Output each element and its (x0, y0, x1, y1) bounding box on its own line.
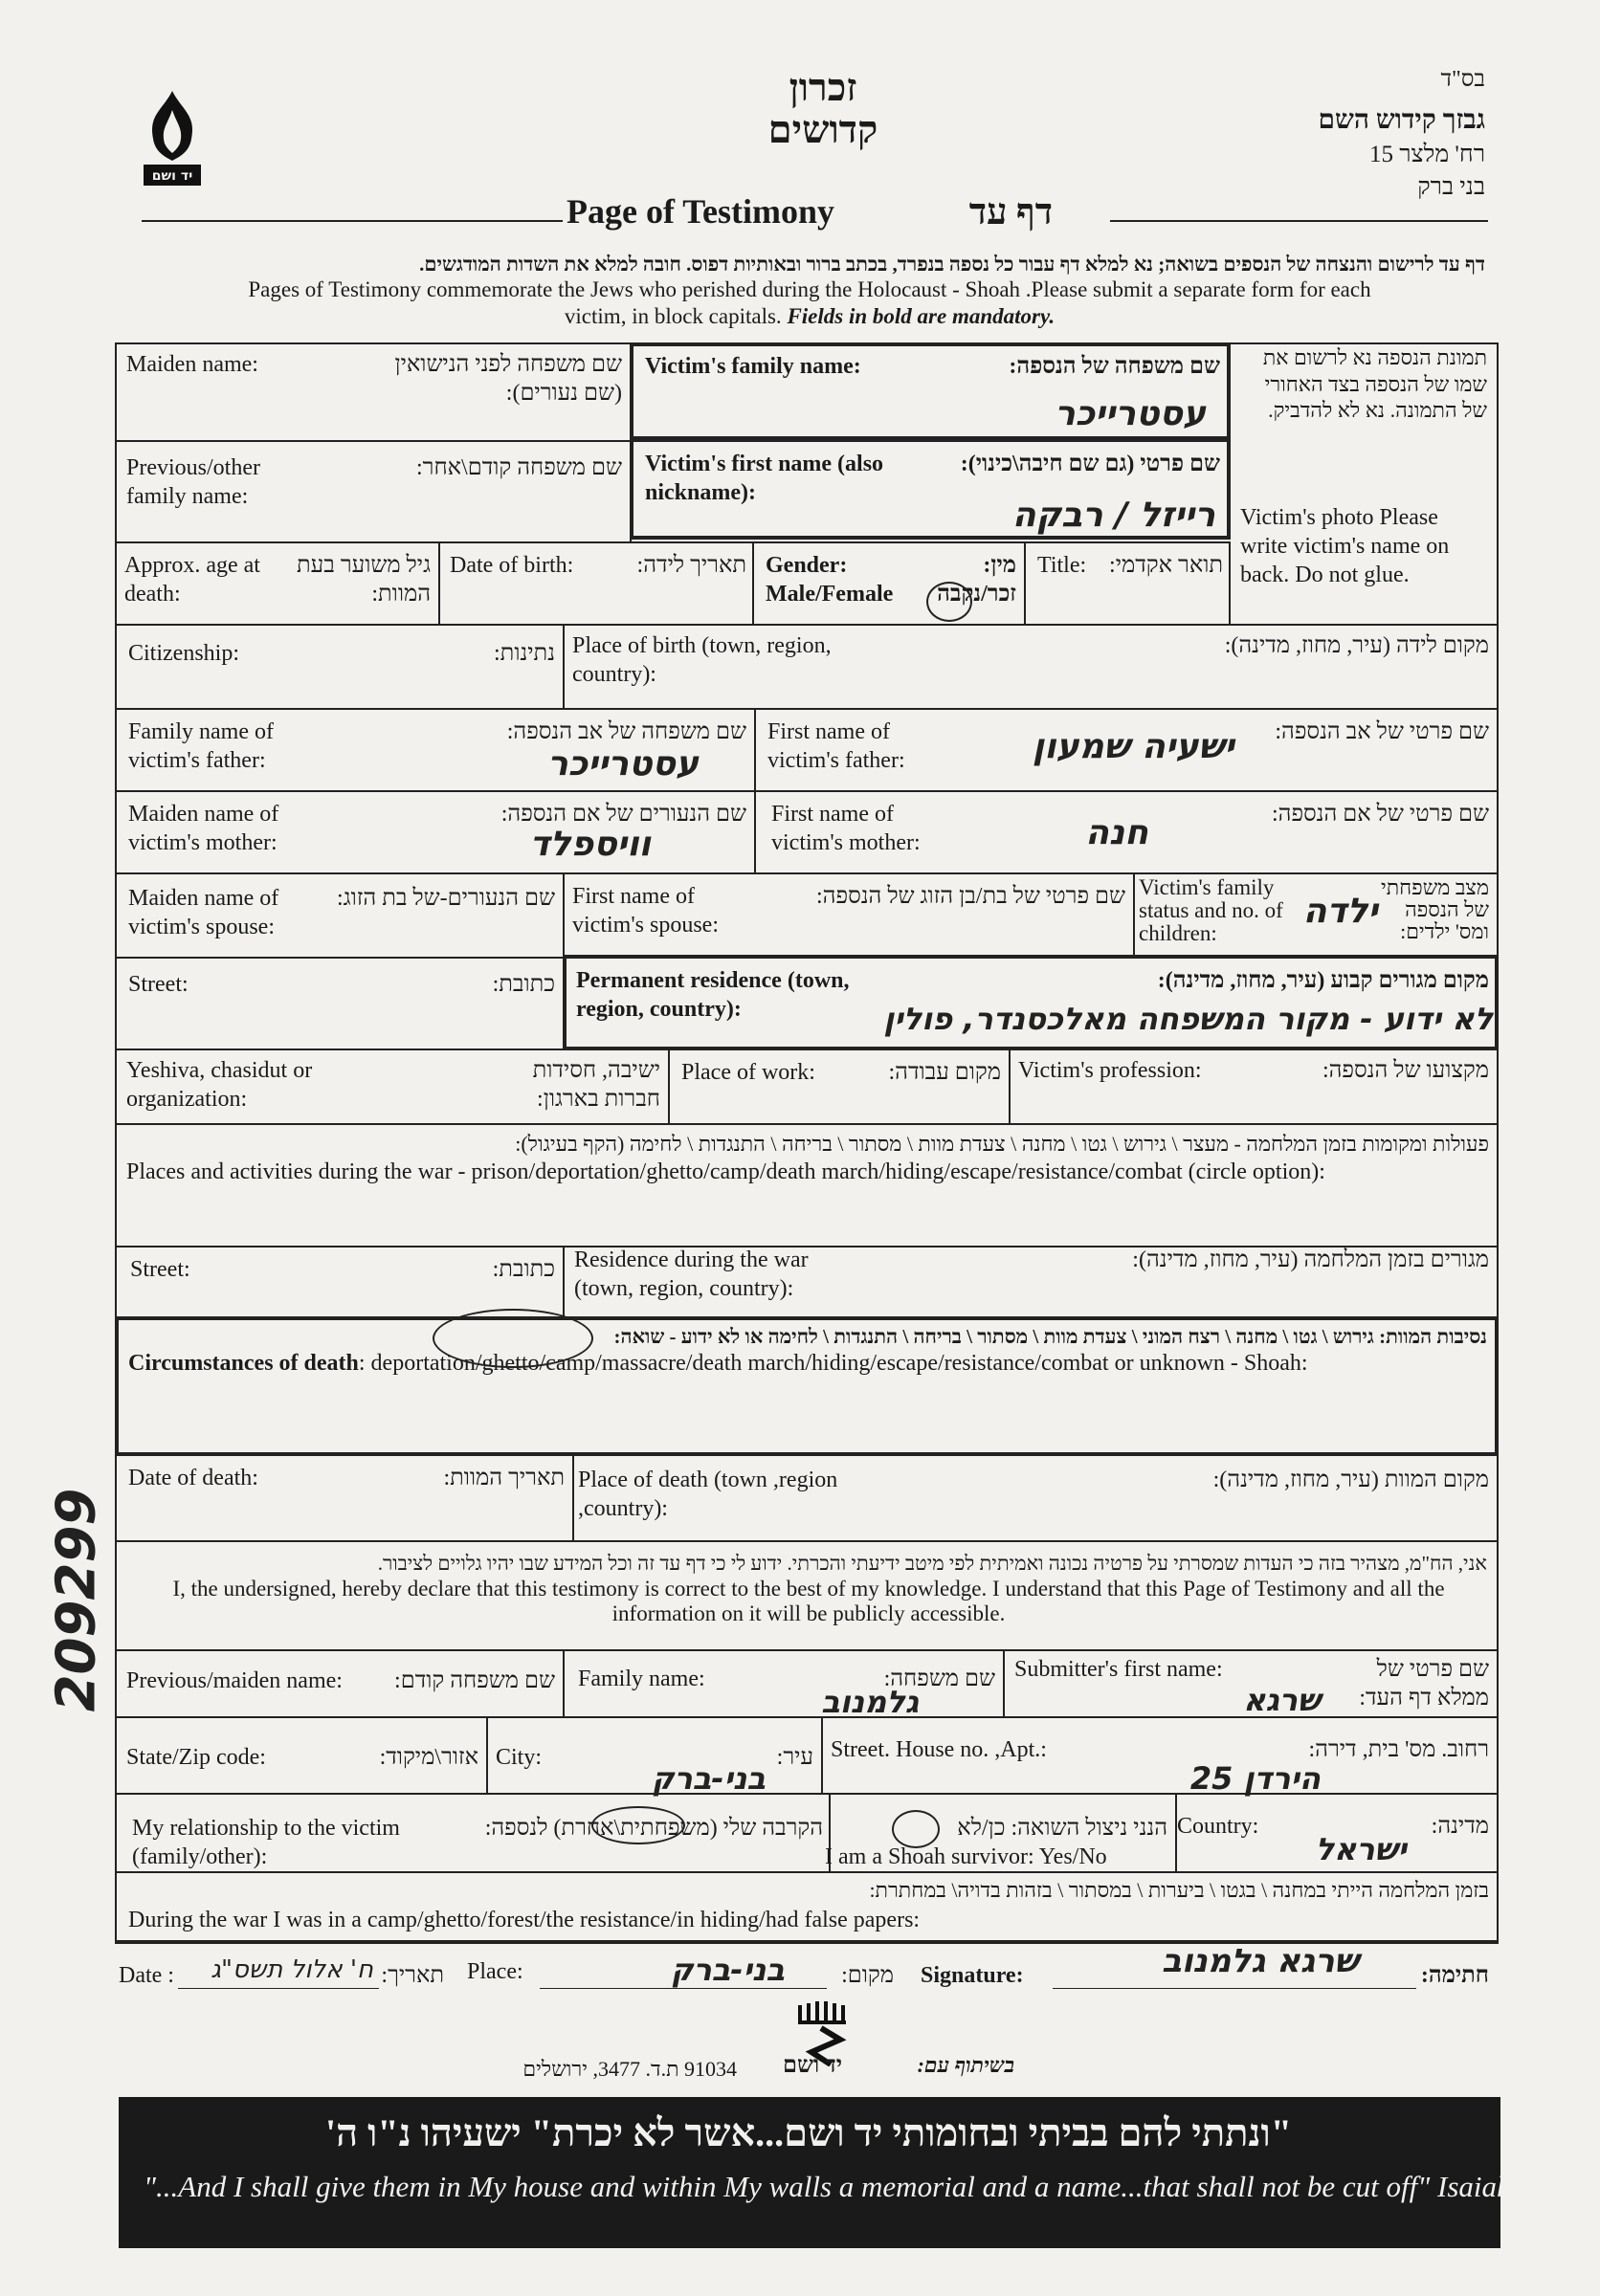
logo-caption: יד ושם (151, 168, 193, 184)
intro-en-1: Pages of Testimony commemorate the Jews who perished during the Holocaust - Shoah .Please submit a separate form for each (248, 277, 1371, 301)
place-value: בני-ברק (670, 1952, 785, 1988)
photo-he: תמונת הנספה נא לרשום את שמו של הנספה בצד האחורי של התמונה. נא לא להדביק. (1262, 345, 1487, 422)
father-fam-label-he: שם משפחה של אב הנספה: (506, 719, 746, 744)
gender-label-en: Gender: Male/Female (766, 553, 894, 607)
maiden-label-en: Maiden name: (126, 352, 258, 377)
spouse-first-label-en: First name of victim's spouse: (572, 884, 719, 938)
circ-label-en-bold: Circumstances of death (128, 1351, 359, 1376)
declaration-en: I, the undersigned, hereby declare that this testimony is correct to the best of my knowledge. I understand that this Page of Testimony and all the information on it will be publicly accessible. (172, 1577, 1445, 1626)
family-status-value: ילדה (1302, 892, 1378, 931)
quote-he: "ונתתי להם בביתי ובחומותי יד ושם...אשר לא יכרת" ישעיהו נ"ו ה' (325, 2111, 1292, 2154)
father-first-label-he: שם פרטי של אב הנספה: (1275, 719, 1489, 744)
place-label-en: Place: (467, 1959, 523, 1984)
sub-first-label-he: שם פרטי של ממלא דף העד: (1359, 1657, 1489, 1711)
sub-during-label-he: בזמן המלחמה הייתי במחנה \ בגטו \ ביערות \ במסתור \ בזהות בדויה\ במחתרת: (869, 1878, 1489, 1902)
first-value: רייזל / רבקה (1011, 496, 1215, 535)
date-label-en: Date : (119, 1963, 174, 1988)
gender-label-he: מין: זכר/נקבה (937, 553, 1016, 607)
intro-en-2 (134, 304, 1485, 329)
quote-en: "...And I shall give them in My house and within My walls a memorial and a name...that shall not be cut off" Isaiah 56:5 (144, 2170, 1574, 2203)
header-title-he-2: קדושים (767, 108, 878, 151)
circ-unknown-circle (433, 1309, 593, 1368)
mother-maiden-label-en: Maiden name of victim's mother: (128, 802, 279, 855)
sub-prev-label-he: שם משפחה קודם: (394, 1668, 555, 1693)
father-fam-label-en: Family name of victim's father: (128, 719, 274, 773)
sub-fam-label-en: Family name: (578, 1667, 705, 1691)
pod-label-en: Place of death (town ,region ,country): (578, 1468, 838, 1521)
sub-city-label-en: City: (496, 1745, 543, 1770)
yeshiva-label-he: ישיבה, חסידות חברות בארגון: (532, 1058, 660, 1112)
place-label-he: מקום: (841, 1963, 894, 1988)
perm-value: לא ידוע - מקור המשפחה מאלכסנדר, פולין (883, 1001, 1493, 1037)
perm-label-en: Permanent residence (town, region, country): (576, 968, 850, 1022)
sub-street-value: הירדן 25 (1189, 1760, 1321, 1797)
margin-number: 209299 (45, 1488, 108, 1712)
page-title-he: דף עד (968, 192, 1053, 232)
perm-label-he: מקום מגורים קבוע (עיר, מחוז, מדינה): (1157, 968, 1489, 993)
place-line (540, 1988, 827, 1989)
family-value: עסטרייכר (1055, 394, 1206, 433)
dob-label-he: תאריך לידה: (636, 553, 746, 578)
war-label-en: Places and activities during the war - prison/deportation/ghetto/camp/death march/hiding/escape/resistance/combat (circle option): (126, 1159, 1325, 1184)
declaration-he: אני, הח"מ, מצהיר בזה כי העדות שמסרתי על פרטיה נכונה ואמיתית לפי מיטב ידיעתי והכרתי. ידוע לי כי דף עד זה וכל המידע שבו יהיו גלויים לציבור. (377, 1552, 1487, 1575)
sub-city-value: בני-ברק (651, 1760, 766, 1797)
mother-first-label-he: שם פרטי של אם הנספה: (1271, 802, 1489, 827)
age-label-he: גיל משוער בעת המוות: (297, 553, 431, 607)
sub-country-value: ישראל (1315, 1831, 1407, 1867)
street-label-en: Street: (128, 972, 189, 997)
sub-first-label-en: Submitter's first name: (1014, 1657, 1223, 1682)
org-city: בני ברק (1417, 174, 1485, 200)
sub-rel-family-circle (591, 1806, 685, 1844)
work-label-he: מקום עבודה: (888, 1060, 1001, 1085)
sub-fam-label-he: שם משפחה: (883, 1667, 995, 1691)
circ-label-he: נסיבות המוות: גירוש \ גטו \ מחנה \ רצח המוני \ צעדת מוות \ מסתור \ בריחה \ התנגדות \ לחימה או לא ידוע - שואה: (613, 1325, 1487, 1348)
war-label-he: פעולות ומקומות בזמן המלחמה - מעצר \ גירוש \ גטו \ מחנה \ צעדת מוות \ מסתור \ בריחה \ התנגדות \ לחימה (הקף בעיגול): (515, 1132, 1489, 1156)
date-label-he: תאריך: (381, 1963, 444, 1988)
dod-label-en: Date of death: (128, 1466, 258, 1490)
title-label-he: תואר אקדמי: (1109, 553, 1223, 578)
spouse-first-label-he: שם פרטי של בת/בן הזוג של הנספה: (816, 884, 1125, 909)
spouse-maiden-label-he: שם הנעורים-של בת הזוג: (337, 886, 555, 911)
footer-address: 91034 ת.ד. 3477, ירושלים (522, 2057, 737, 2081)
mother-maiden-value: וויספלד (529, 825, 651, 864)
pod-label-he: מקום המוות (עיר, מחוז, מדינה): (1212, 1468, 1489, 1492)
work-label-en: Place of work: (681, 1060, 815, 1085)
sub-first-value: שרגא (1243, 1682, 1321, 1718)
circ-label-en-rest: : deportation/ghetto/camp/massacre/death march/hiding/escape/resistance/combat or unknown - Shoah: (358, 1351, 1308, 1376)
citizen-label-en: Citizenship: (128, 641, 239, 666)
dod-label-he: תאריך המוות: (443, 1466, 565, 1490)
war-res-label-he: מגורים בזמן המלחמה (עיר, מחוז, מדינה): (1132, 1247, 1489, 1272)
signature-label-he: חתימה: (1420, 1963, 1489, 1988)
mother-first-value: חנה (1085, 813, 1148, 852)
family-label-en: Victim's family name: (645, 354, 861, 379)
yadvashem-name: יד ושם (783, 2053, 842, 2078)
yeshiva-label-en: Yeshiva, chasidut or organization: (126, 1058, 313, 1112)
partner-label: בשיתוף עם: (917, 2053, 1014, 2077)
profession-label-he: מקצועו של הנספה: (1322, 1058, 1489, 1083)
sub-during-label-en: During the war I was in a camp/ghetto/forest/the resistance/in hiding/had false papers: (128, 1908, 921, 1932)
signature-line (1053, 1988, 1416, 1989)
intro-he: דף עד לרישום והנצחה של הנספים בשואה; נא למלא דף עבור כל נספה בנפרד, בכתב ברור ובאותיות דפוס. חובה למלא את השדות המודגשים. (419, 253, 1485, 276)
date-value: ח' אלול תשס"ג (211, 1955, 373, 1984)
pob-label-he: מקום לידה (עיר, מחוז, מדינה): (1224, 633, 1489, 658)
gender-female-circle (926, 582, 972, 622)
maiden-label-he: שם משפחה לפני הנישואין (שם נעורים): (394, 352, 622, 406)
photo-en: Victim's photo Please write victim's name on back. Do not glue. (1240, 505, 1450, 587)
family-label-he: שם משפחה של הנספה: (1009, 354, 1220, 379)
bs-d: בס"ד (1440, 67, 1485, 92)
header-rule-right (1110, 220, 1488, 222)
sub-rel-label-he: הקרבה שלי (משפחתית\אחרת) לנספה: (484, 1816, 823, 1841)
sub-street-label-he: רחוב. מס' בית, דירה: (1308, 1737, 1489, 1762)
date-line (178, 1988, 379, 1989)
profession-label-en: Victim's profession: (1018, 1058, 1202, 1083)
title-label-en: Title: (1037, 553, 1087, 578)
header-title-he-1: זכרון (789, 66, 857, 109)
citizen-label-he: נתינות: (494, 641, 555, 666)
org-street: רח' מלצר 15 (1369, 142, 1485, 167)
first-label-en: Victim's first name (also nickname): (645, 452, 884, 505)
father-fam-value: עסטרייכר (547, 744, 699, 784)
sub-survivor-label-he: הנני ניצול השואה: כן/לא (957, 1816, 1167, 1841)
first-label-he: שם פרטי (גם שם חיבה\כינוי): (960, 452, 1220, 476)
war-street-label-en: Street: (130, 1257, 190, 1282)
sub-survivor-no-circle (892, 1810, 940, 1848)
sub-street-label-en: Street. House no. ,Apt.: (831, 1737, 1047, 1762)
dob-label-en: Date of birth: (450, 553, 574, 578)
street-label-he: כתובת: (492, 972, 555, 997)
sub-zip-label-en: State/Zip code: (126, 1745, 266, 1770)
family-status-label-en: Victim's family status and no. of children: (1139, 875, 1283, 946)
circ-label-en (128, 1349, 1493, 1378)
org-name: גבזך קידוש השם (1318, 105, 1485, 135)
header-rule-left (142, 220, 563, 222)
age-label-en: Approx. age at death: (124, 553, 260, 607)
mother-first-label-en: First name of victim's mother: (771, 802, 921, 855)
sub-city-label-he: עיר: (776, 1745, 813, 1770)
family-status-label-he: מצב משפחתי של הנספה ומס' ילדים: (1380, 875, 1489, 944)
intro-en-2b: Fields in bold are mandatory. (787, 304, 1056, 328)
sub-prev-label-en: Previous/maiden name: (126, 1668, 343, 1693)
intro-en-2a: victim, in block capitals. (564, 304, 782, 328)
signature-label-en: Signature: (921, 1963, 1024, 1988)
war-street-label-he: כתובת: (492, 1257, 555, 1282)
sub-country-label-he: מדינה: (1431, 1814, 1489, 1839)
sub-fam-value: גלמנוב (821, 1684, 919, 1720)
father-first-label-en: First name of victim's father: (767, 719, 905, 773)
mother-maiden-label-he: שם הנעורים של אם הנספה: (500, 802, 746, 827)
father-first-value: ישעיה שמעון (1032, 727, 1234, 766)
war-res-label-en: Residence during the war (town, region, country): (574, 1247, 809, 1301)
prev-label-he: שם משפחה קודם\אחר: (415, 455, 622, 480)
sub-rel-label-en: My relationship to the victim (family/other): (132, 1816, 400, 1869)
spouse-maiden-label-en: Maiden name of victim's spouse: (128, 886, 279, 939)
page-title-en: Page of Testimony (567, 192, 835, 231)
sub-survivor-label-en: I am a Shoah survivor: Yes/No (825, 1844, 1107, 1869)
signature-value: שרגא גלמנוב (1162, 1942, 1359, 1980)
prev-label-en: Previous/other family name: (126, 455, 260, 509)
sub-country-label-en: Country: (1177, 1814, 1259, 1839)
sub-zip-label-he: אזור\מיקוד: (379, 1745, 478, 1770)
pob-label-en: Place of birth (town, region, country): (572, 633, 832, 687)
